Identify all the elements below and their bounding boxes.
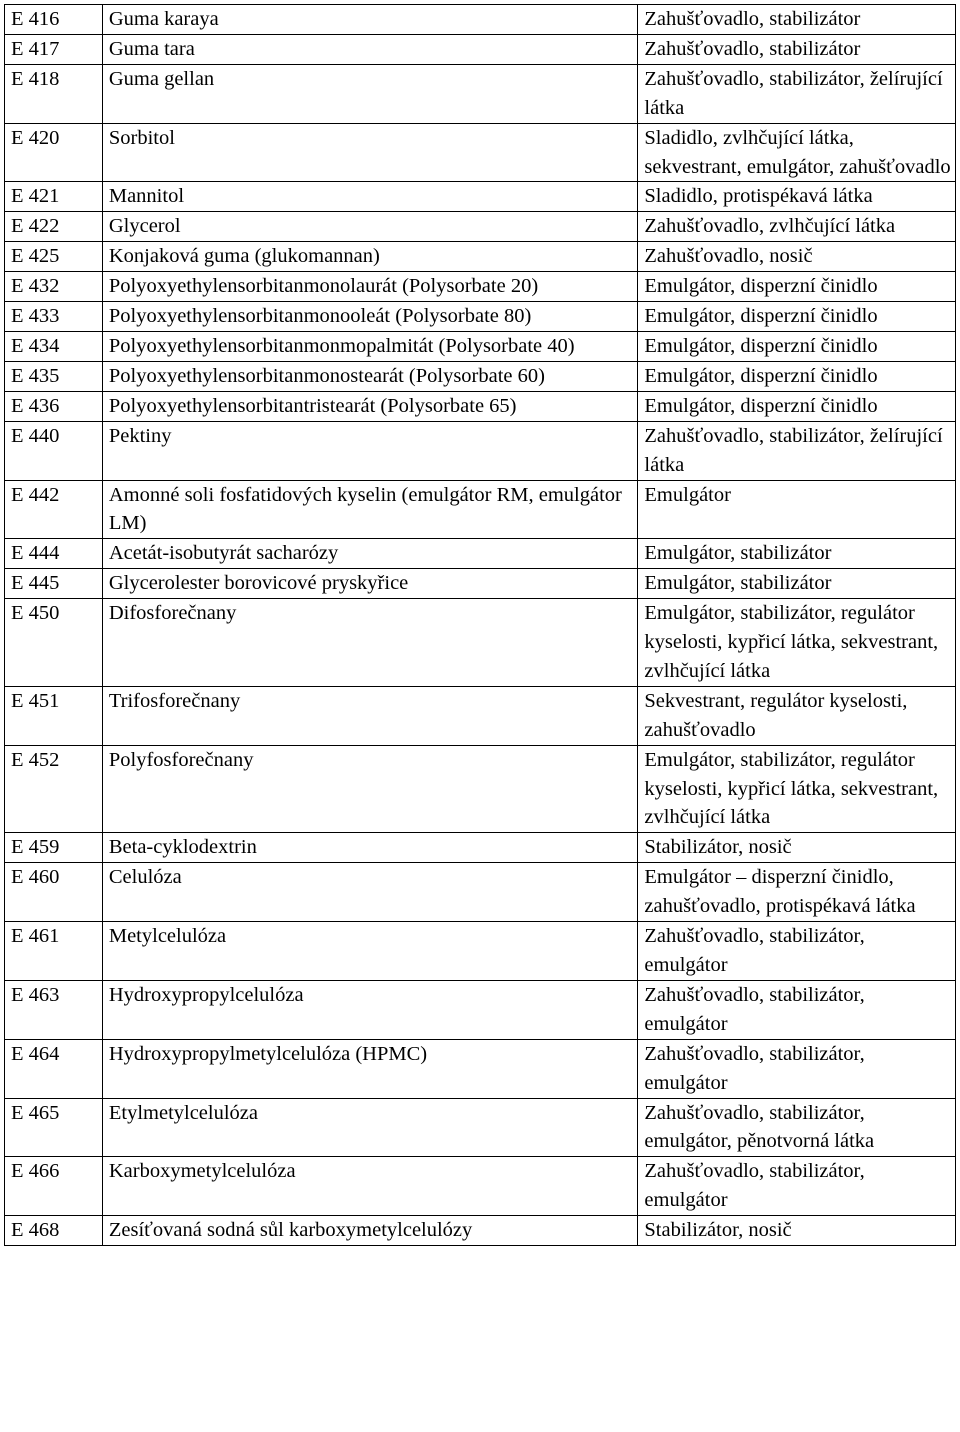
table-row xyxy=(5,5,956,35)
function-cell: Stabilizátor, nosič xyxy=(638,1216,956,1246)
e-number-cell: E 433 xyxy=(5,302,103,332)
substance-name-cell: Polyoxyethylensorbitanmonmopalmitát (Polysorbate 40) xyxy=(102,331,638,361)
table-row xyxy=(5,391,956,421)
function-cell: Zahušťovadlo, stabilizátor, emulgátor xyxy=(638,1039,956,1098)
e-number-cell: E 435 xyxy=(5,361,103,391)
e-number-cell: E 434 xyxy=(5,331,103,361)
substance-name-cell: Polyoxyethylensorbitantristearát (Polysorbate 65) xyxy=(102,391,638,421)
table-row xyxy=(5,421,956,480)
table-row xyxy=(5,64,956,123)
e-number-cell: E 421 xyxy=(5,182,103,212)
table-row xyxy=(5,980,956,1039)
function-cell: Emulgátor, disperzní činidlo xyxy=(638,361,956,391)
function-cell: Zahušťovadlo, stabilizátor, emulgátor xyxy=(638,1157,956,1216)
function-cell: Zahušťovadlo, nosič xyxy=(638,242,956,272)
substance-name-cell: Difosforečnany xyxy=(102,599,638,687)
table-row xyxy=(5,686,956,745)
e-number-cell: E 420 xyxy=(5,123,103,182)
table-row xyxy=(5,182,956,212)
table-row xyxy=(5,272,956,302)
e-number-cell: E 418 xyxy=(5,64,103,123)
function-cell: Zahušťovadlo, stabilizátor, želírující látka xyxy=(638,421,956,480)
function-cell: Sekvestrant, regulátor kyselosti, zahušťovadlo xyxy=(638,686,956,745)
e-number-cell: E 432 xyxy=(5,272,103,302)
e-number-cell: E 444 xyxy=(5,539,103,569)
e-number-cell: E 459 xyxy=(5,833,103,863)
table-row xyxy=(5,361,956,391)
function-cell: Zahušťovadlo, stabilizátor, emulgátor, pěnotvorná látka xyxy=(638,1098,956,1157)
substance-name-cell: Sorbitol xyxy=(102,123,638,182)
e-number-cell: E 440 xyxy=(5,421,103,480)
function-cell: Stabilizátor, nosič xyxy=(638,833,956,863)
e-number-cell: E 425 xyxy=(5,242,103,272)
function-cell: Zahušťovadlo, stabilizátor, emulgátor xyxy=(638,922,956,981)
substance-name-cell: Celulóza xyxy=(102,863,638,922)
e-number-cell: E 442 xyxy=(5,480,103,539)
substance-name-cell: Polyoxyethylensorbitanmonostearát (Polysorbate 60) xyxy=(102,361,638,391)
substance-name-cell: Glycerolester borovicové pryskyřice xyxy=(102,569,638,599)
substance-name-cell: Polyoxyethylensorbitanmonooleát (Polysorbate 80) xyxy=(102,302,638,332)
table-row xyxy=(5,1157,956,1216)
table-row xyxy=(5,599,956,687)
function-cell: Zahušťovadlo, zvlhčující látka xyxy=(638,212,956,242)
e-number-cell: E 450 xyxy=(5,599,103,687)
substance-name-cell: Polyoxyethylensorbitanmonolaurát (Polysorbate 20) xyxy=(102,272,638,302)
e-number-cell: E 436 xyxy=(5,391,103,421)
function-cell: Emulgátor, stabilizátor xyxy=(638,569,956,599)
function-cell: Sladidlo, protispékavá látka xyxy=(638,182,956,212)
e-number-cell: E 463 xyxy=(5,980,103,1039)
function-cell: Zahušťovadlo, stabilizátor, emulgátor xyxy=(638,980,956,1039)
substance-name-cell: Karboxymetylcelulóza xyxy=(102,1157,638,1216)
function-cell: Zahušťovadlo, stabilizátor, želírující látka xyxy=(638,64,956,123)
e-number-cell: E 466 xyxy=(5,1157,103,1216)
substance-name-cell: Polyfosforečnany xyxy=(102,745,638,833)
function-cell: Zahušťovadlo, stabilizátor xyxy=(638,34,956,64)
table-row xyxy=(5,833,956,863)
table-row xyxy=(5,863,956,922)
substance-name-cell: Hydroxypropylmetylcelulóza (HPMC) xyxy=(102,1039,638,1098)
function-cell: Zahušťovadlo, stabilizátor xyxy=(638,5,956,35)
table-row xyxy=(5,922,956,981)
substance-name-cell: Guma tara xyxy=(102,34,638,64)
substance-name-cell: Etylmetylcelulóza xyxy=(102,1098,638,1157)
table-row xyxy=(5,539,956,569)
substance-name-cell: Amonné soli fosfatidových kyselin (emulgátor RM, emulgátor LM) xyxy=(102,480,638,539)
table-row xyxy=(5,745,956,833)
table-row xyxy=(5,212,956,242)
e-number-cell: E 445 xyxy=(5,569,103,599)
substance-name-cell: Guma karaya xyxy=(102,5,638,35)
e-number-cell: E 465 xyxy=(5,1098,103,1157)
table-row xyxy=(5,34,956,64)
substance-name-cell: Trifosforečnany xyxy=(102,686,638,745)
e-number-cell: E 451 xyxy=(5,686,103,745)
table-row xyxy=(5,1098,956,1157)
function-cell: Emulgátor, disperzní činidlo xyxy=(638,331,956,361)
substance-name-cell: Beta-cyklodextrin xyxy=(102,833,638,863)
e-number-cell: E 468 xyxy=(5,1216,103,1246)
table-row xyxy=(5,123,956,182)
table-row xyxy=(5,569,956,599)
function-cell: Emulgátor, disperzní činidlo xyxy=(638,272,956,302)
e-number-cell: E 461 xyxy=(5,922,103,981)
additives-table-body xyxy=(5,5,956,1246)
substance-name-cell: Zesíťovaná sodná sůl karboxymetylcelulózy xyxy=(102,1216,638,1246)
e-number-cell: E 416 xyxy=(5,5,103,35)
additives-table xyxy=(4,4,956,1246)
e-number-cell: E 417 xyxy=(5,34,103,64)
table-row xyxy=(5,331,956,361)
substance-name-cell: Guma gellan xyxy=(102,64,638,123)
e-number-cell: E 464 xyxy=(5,1039,103,1098)
function-cell: Emulgátor, stabilizátor, regulátor kyselosti, kypřicí látka, sekvestrant, zvlhčující látka xyxy=(638,599,956,687)
substance-name-cell: Hydroxypropylcelulóza xyxy=(102,980,638,1039)
substance-name-cell: Konjaková guma (glukomannan) xyxy=(102,242,638,272)
function-cell: Emulgátor xyxy=(638,480,956,539)
e-number-cell: E 422 xyxy=(5,212,103,242)
substance-name-cell: Glycerol xyxy=(102,212,638,242)
function-cell: Emulgátor – disperzní činidlo, zahušťovadlo, protispékavá látka xyxy=(638,863,956,922)
e-number-cell: E 452 xyxy=(5,745,103,833)
table-row xyxy=(5,242,956,272)
function-cell: Emulgátor, stabilizátor xyxy=(638,539,956,569)
table-row xyxy=(5,1216,956,1246)
e-number-cell: E 460 xyxy=(5,863,103,922)
function-cell: Emulgátor, stabilizátor, regulátor kyselosti, kypřicí látka, sekvestrant, zvlhčující látka xyxy=(638,745,956,833)
substance-name-cell: Pektiny xyxy=(102,421,638,480)
substance-name-cell: Acetát-isobutyrát sacharózy xyxy=(102,539,638,569)
substance-name-cell: Metylcelulóza xyxy=(102,922,638,981)
function-cell: Sladidlo, zvlhčující látka, sekvestrant, emulgátor, zahušťovadlo xyxy=(638,123,956,182)
function-cell: Emulgátor, disperzní činidlo xyxy=(638,302,956,332)
table-row xyxy=(5,1039,956,1098)
table-row xyxy=(5,302,956,332)
substance-name-cell: Mannitol xyxy=(102,182,638,212)
table-row xyxy=(5,480,956,539)
function-cell: Emulgátor, disperzní činidlo xyxy=(638,391,956,421)
